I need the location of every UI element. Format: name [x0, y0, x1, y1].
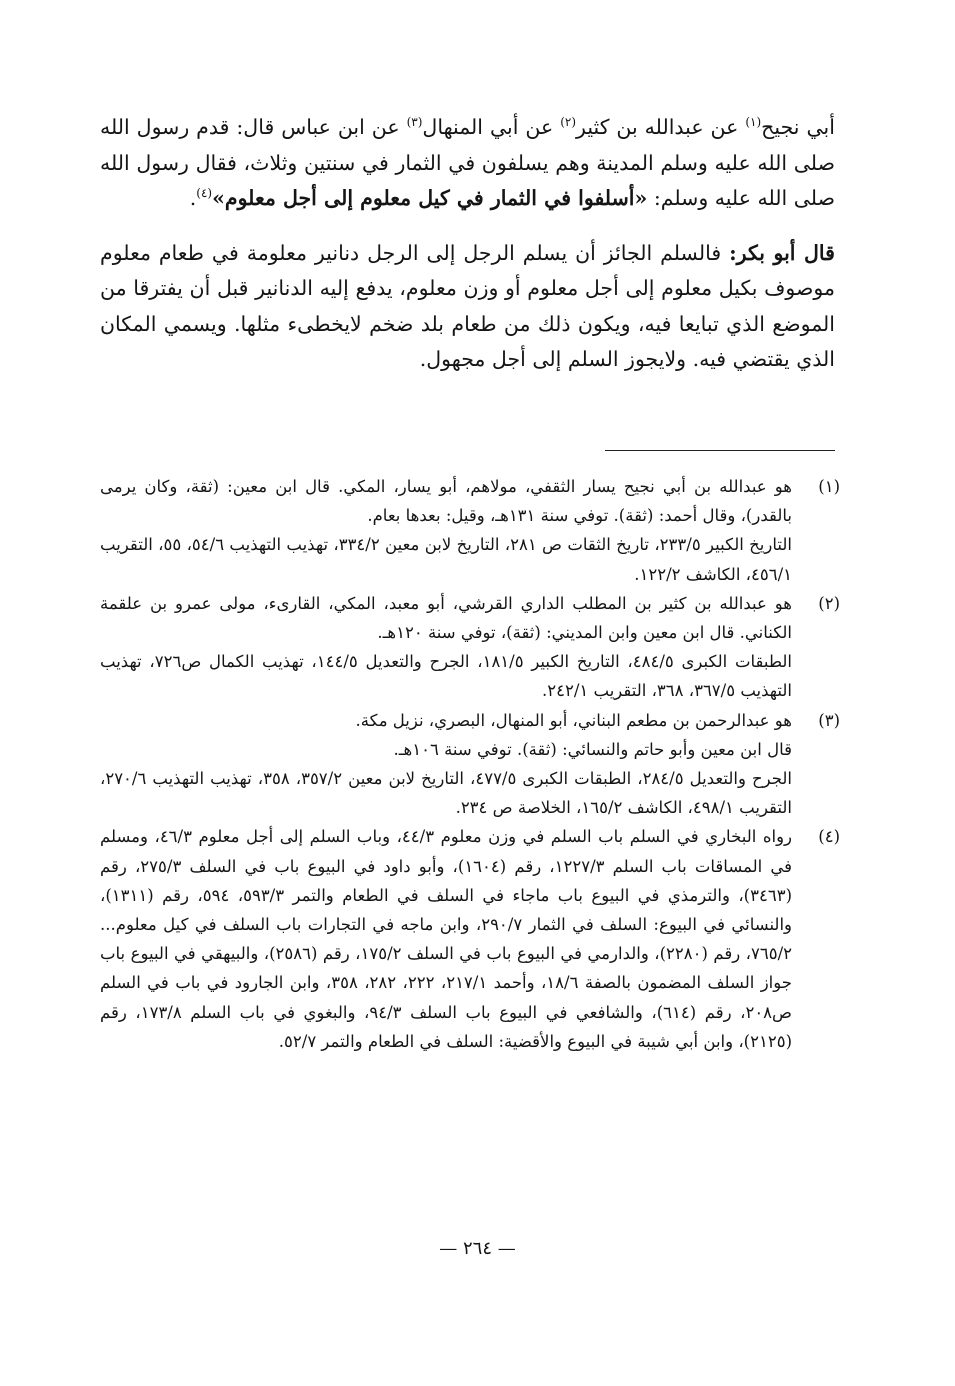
paragraph-hadith — [100, 110, 835, 217]
text-segment: . — [189, 186, 197, 210]
text-segment: عن أبي المنهال — [422, 115, 554, 139]
footnote-2 — [100, 589, 840, 706]
footnote-body — [100, 589, 792, 706]
footnote-ref-3: (٣) — [406, 115, 423, 130]
footnote-body — [100, 822, 792, 1056]
footnote-line: رواه البخاري في السلم باب السلم في وزن معلوم ٤٤/٣، وباب السلم إلى أجل معلوم ٤٦/٣، ومسلم في المساقات باب السلم ١٢٢٧/٣، رقم (١٦٠٤)، وأبو داود في البيوع باب في السلف ٢٧٥/٣، رقم (٣٤٦٣)، والترمذي في البيوع باب ماجاء في السلف في الطعام والتمر ٥٩٣/٣، ٥٩٤، رقم (١٣١١)، والنسائي في البيوع: السلف في الثمار ٢٩٠/٧، وابن ماجه في التجارات باب السلف في كيل معلوم... ٧٦٥/٢، رقم (٢٢٨٠)، والدارمي في البيوع باب في السلف ١٧٥/٢، رقم (٢٥٨٦)، والبيهقي في البيوع باب جواز السلف المضمون بالصفة ١٨/٦، وأحمد ٢١٧/١، ٢٢٢، ٢٨٢، ٣٥٨، وابن الجارود في باب في السلم ص٢٠٨، رقم (٦١٤)، والشافعي في البيوع باب السلف ٩٤/٣، والبغوي في باب السلم ١٧٣/٨، رقم (٢١٢٥)، وابن أبي شيبة في البيوع والأقضية: السلف في الطعام والتمر ٥٢/٧. — [100, 827, 793, 1051]
footnote-ref-4: (٤) — [196, 186, 213, 201]
footnote-separator — [605, 450, 835, 451]
main-text — [100, 110, 835, 378]
footnote-line: هو عبدالله بن كثير بن المطلب الداري القرشي، أبو معبد، المكي، القارىء، مولى عمرو بن علقمة الكناني. قال ابن معين وابن المديني: (ثقة)، توفي سنة ١٢٠هـ. — [100, 593, 792, 643]
footnote-number: (٤) — [818, 827, 840, 847]
footnote-body — [100, 706, 792, 823]
footnote-line: الطبقات الكبرى ٤٨٤/٥، التاريخ الكبير ١٨١/٥، الجرح والتعديل ١٤٤/٥، تهذيب الكمال ص٧٢٦، تهذيب التهذيب ٣٦٧/٥، ٣٦٨، التقريب ٢٤٢/١. — [100, 652, 792, 701]
footnote-4 — [100, 822, 840, 1056]
footnote-ref-1: (١) — [745, 115, 762, 130]
paragraph-commentary — [100, 236, 835, 378]
text-segment: فالسلم الجائز أن يسلم الرجل إلى الرجل دنانير معلومة في طعام معلوم موصوف بكيل معلوم إلى أجل معلوم أو وزن معلوم، يدفع إليه الدنانير قبل أن يفترقا من الموضع الذي تبايعا فيه، ويكون ذلك من طعام بلد ضخم لايخطىء مثلها. ويسمي المكان الذي يقتضي فيه. ولايجوز السلم إلى أجل مجهول. — [100, 240, 835, 371]
page-number: — ٢٦٤ — — [439, 1238, 516, 1259]
footnote-number: (١) — [818, 477, 840, 496]
text-segment: عن عبدالله بن كثير — [576, 115, 739, 139]
footnote-line: هو عبدالله بن أبي نجيح يسار الثقفي، مولاهم، أبو يسار، المكي. قال ابن معين: (ثقة، وكان يرمى بالقدر)، وقال أحمد: (ثقة). توفي سنة ١٣١هـ، وقيل: بعدها بعام. — [100, 477, 792, 526]
footnote-line: التاريخ الكبير ٢٣٣/٥، تاريخ الثقات ص ٢٨١، التاريخ لابن معين ٣٣٤/٢، تهذيب التهذيب ٥٤/٦، ٥٥، التقريب ٤٥٦/١، الكاشف ١٢٢/٢. — [100, 535, 792, 584]
text-segment: أبي نجيح — [761, 115, 835, 139]
hadith-quote: «أسلفوا في الثمار في كيل معلوم إلى أجل معلوم» — [212, 186, 648, 210]
speaker-lead: قال أبو بكر: — [729, 240, 835, 265]
footnote-line: الجرح والتعديل ٢٨٤/٥، الطبقات الكبرى ٤٧٧/٥، التاريخ لابن معين ٣٥٧/٢، ٣٥٨، تهذيب التهذيب ٢٧٠/٦، التقريب ٤٩٨/١، الكاشف ١٦٥/٢، الخلاصة ص ٢٣٤. — [100, 769, 792, 818]
text-segment: عن ابن عباس قال: قدم رسول الله صلى الله عليه وسلم المدينة وهم يسلفون في الثمار في سنتين وثلاث، فقال رسول الله صلى الله عليه وسلم: — [100, 115, 835, 210]
footnote-1 — [100, 472, 840, 589]
footnotes — [100, 472, 840, 1056]
footnote-body — [100, 472, 792, 589]
footnote-number: (٢) — [818, 593, 840, 613]
footnote-line: هو عبدالرحمن بن مطعم البناني، أبو المنهال، البصري، نزيل مكة. — [355, 710, 792, 730]
footnote-ref-2: (٢) — [560, 115, 577, 130]
footnote-number: (٣) — [818, 710, 840, 730]
footnote-line: قال ابن معين وأبو حاتم والنسائي: (ثقة). توفي سنة ١٠٦هـ. — [393, 739, 792, 759]
footnote-3 — [100, 706, 840, 823]
